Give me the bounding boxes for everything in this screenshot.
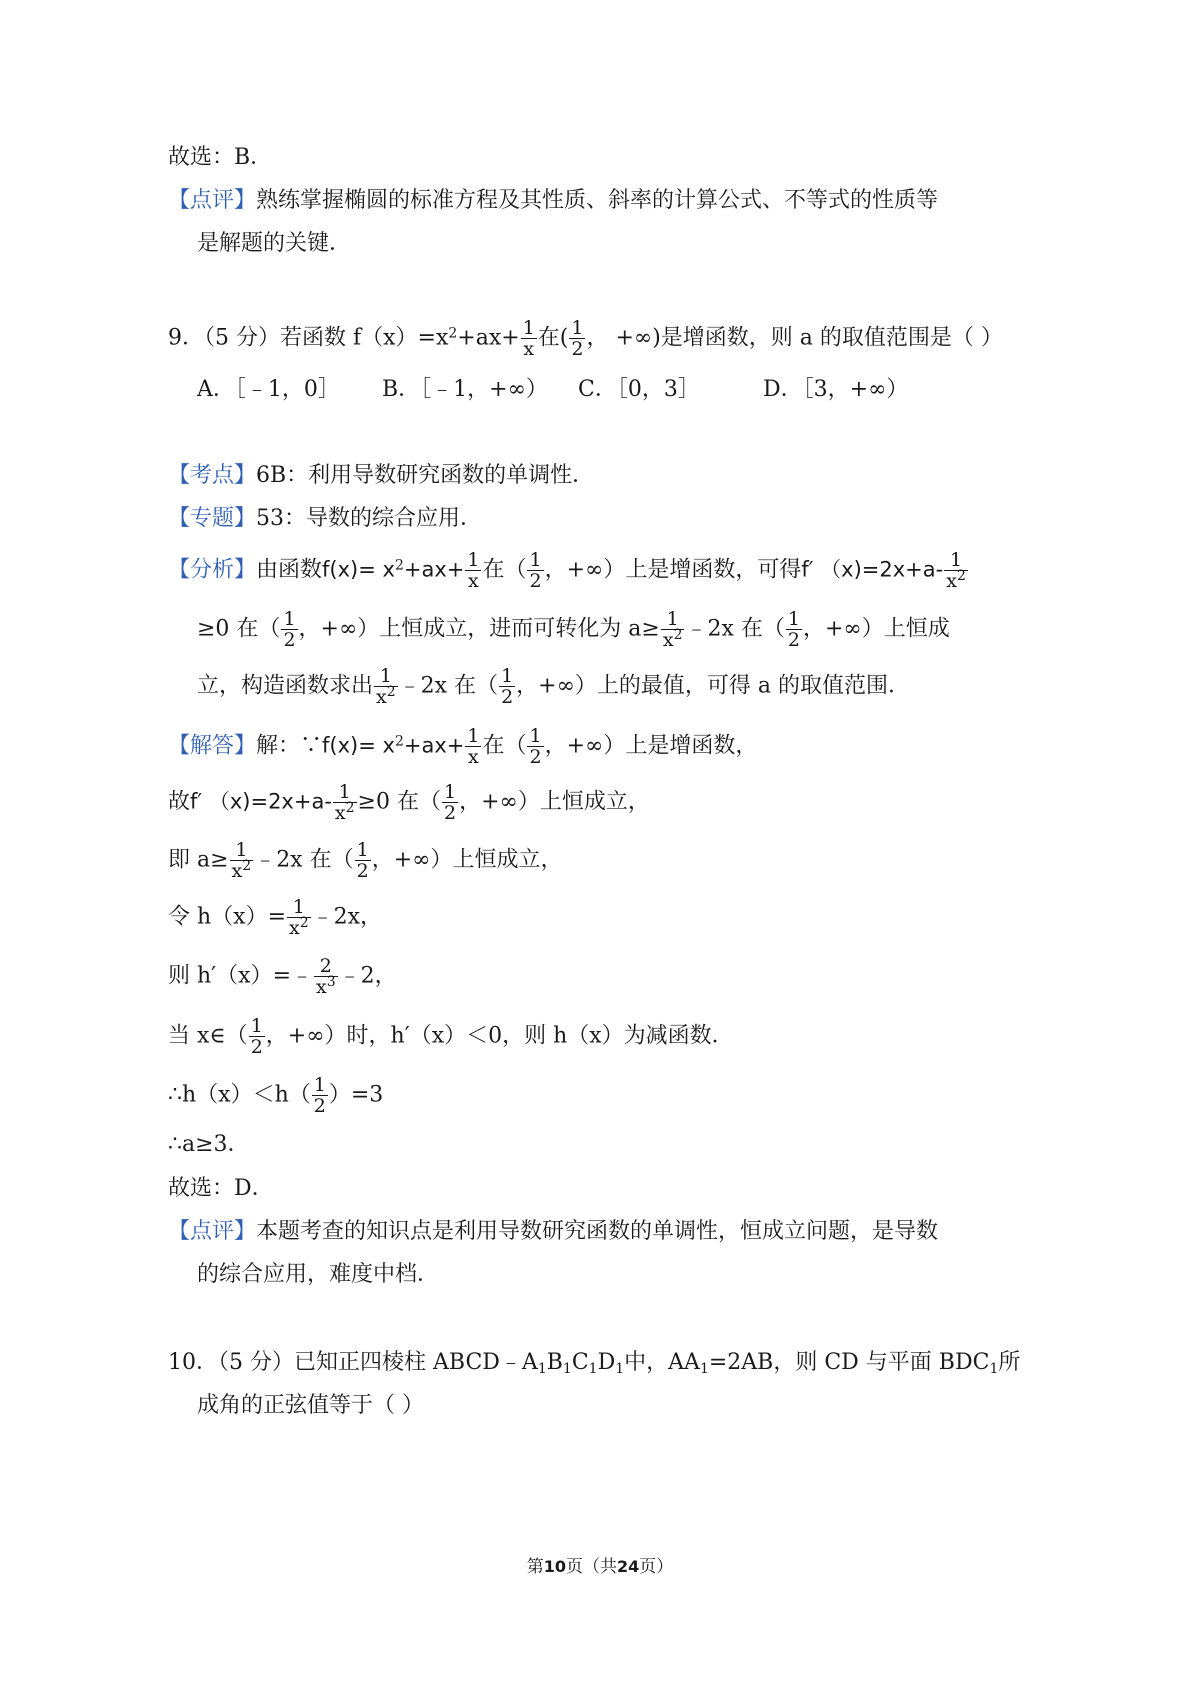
jieda-tag: 【解答】: [168, 733, 257, 759]
base: x: [376, 686, 387, 708]
denominator: 2: [250, 1036, 263, 1058]
jieda-line-6: [168, 1016, 734, 1057]
numerator: 1: [287, 897, 311, 918]
text: ，+∞）上是增函数，: [544, 733, 758, 759]
text: 在（: [482, 733, 527, 759]
numerator: 1: [501, 665, 514, 687]
numerator: 1: [529, 549, 542, 571]
dianping-tag: 【点评】: [168, 1219, 257, 1244]
text: ﹣2x 在（: [254, 847, 354, 873]
formula: f′ （x)=2x+a-: [801, 557, 944, 582]
q9-option-a: A．［﹣1，0］: [197, 377, 340, 402]
fraction-1-over-2: [569, 318, 585, 359]
text: ﹣2x，: [311, 904, 383, 930]
superscript: 2: [299, 915, 309, 931]
fraction-1-over-x2: [944, 550, 968, 591]
text: ﹣2，: [338, 963, 397, 989]
fenxi-line-2: [197, 609, 950, 650]
denominator: 2: [529, 570, 542, 592]
jieda-line-7: [168, 1075, 383, 1116]
q9-option-c: C．［0，3］: [578, 377, 700, 402]
numerator: 1: [443, 781, 457, 803]
review-text-1: 熟练掌握椭圆的标准方程及其性质、斜率的计算公式、不等式的性质等: [256, 188, 939, 213]
jieda-line-3: [168, 840, 562, 881]
fraction-1-over-x2: [374, 666, 398, 707]
current-page: 10: [543, 1557, 566, 1576]
text: 由函数: [256, 557, 323, 583]
fraction-1-over-2: [355, 840, 371, 881]
base: x: [231, 860, 243, 882]
denominator: 2: [571, 338, 584, 360]
denominator: 2: [313, 1095, 326, 1117]
subscript: 1: [615, 1361, 625, 1377]
fraction-1-over-2: [281, 609, 297, 650]
text: ）=3: [328, 1082, 384, 1108]
fraction-2-over-x3: [314, 956, 338, 997]
superscript: 2: [345, 800, 355, 816]
dianping-line-1: [168, 1217, 938, 1247]
footer-text: 页）: [639, 1557, 674, 1577]
superscript: 2: [673, 627, 683, 643]
superscript: 2: [394, 733, 404, 750]
superscript: 2: [956, 568, 966, 584]
numerator: 1: [522, 317, 535, 339]
fenxi-tag: 【分析】: [168, 557, 257, 583]
fenxi-line-1: [168, 550, 969, 591]
text: ，+∞）上是增函数，可得: [544, 557, 802, 583]
text: 10．（5 分）已知正四棱柱 ABCD﹣A: [168, 1350, 538, 1375]
q9-stem-part: 在(: [537, 325, 569, 351]
formula: f′ （x)=2x+a-: [190, 789, 332, 814]
denominator: 2: [283, 629, 296, 651]
jieda-line-5: [168, 956, 397, 997]
fraction-1-over-x2: [333, 782, 357, 823]
text: 所: [998, 1350, 1021, 1375]
text: =2AB，则 CD 与平面 BDC: [708, 1350, 990, 1375]
q9-stem: [168, 318, 1003, 359]
formula: +ax+: [403, 557, 465, 582]
superscript: 2: [242, 858, 252, 874]
q9-stem-part: ， +∞)是增函数，则 a 的取值范围是（ ）: [586, 325, 1003, 351]
numerator: 1: [333, 782, 357, 803]
prev-review: [168, 186, 938, 216]
numerator: 1: [356, 839, 369, 861]
denominator: [661, 627, 685, 651]
base: x: [662, 629, 674, 651]
text: C: [571, 1350, 589, 1375]
text: 本题考查的知识点是利用导数研究函数的单调性，恒成立问题，是导数: [256, 1219, 939, 1244]
denominator: [314, 974, 338, 998]
text: ≥0 在（: [357, 789, 441, 815]
text: B: [546, 1350, 563, 1375]
text: ，+∞）上恒成立，进而可转化为 a≥: [298, 616, 660, 642]
denominator: [333, 800, 357, 824]
fraction-1-over-x2: [230, 840, 254, 881]
q9-stem-part: 9．（5 分）若函数 f（x）=x: [168, 325, 449, 351]
numerator: 1: [467, 725, 480, 747]
superscript: 2: [448, 325, 458, 342]
q9-stem-part: +ax+: [457, 325, 520, 351]
kaodian: [168, 461, 594, 491]
text: ∴h（x）＜h（: [168, 1082, 311, 1108]
fraction-1-over-x2: [287, 897, 311, 938]
q9-option-b: B．［﹣1，+∞）: [382, 377, 548, 402]
fraction-1-over-x2: [661, 609, 685, 650]
fraction-1-over-2: [527, 726, 543, 767]
text: 当 x∈（: [168, 1023, 248, 1049]
text: ，+∞）上的最值，可得 a 的取值范围．: [516, 673, 911, 699]
numerator: 1: [571, 317, 584, 339]
numerator: 1: [661, 609, 685, 630]
q10-stem-line-1: [168, 1348, 1020, 1378]
text: 故: [168, 789, 191, 815]
denominator: 2: [787, 629, 800, 651]
denominator: x: [468, 570, 479, 592]
text: 在（: [482, 557, 527, 583]
fenxi-line-3: [197, 666, 910, 707]
numerator: 1: [313, 1074, 326, 1096]
denominator: x: [468, 746, 479, 768]
fraction-1-over-x: [521, 318, 537, 359]
denominator: 2: [529, 746, 542, 768]
numerator: 1: [283, 608, 296, 630]
text: 解：∵: [256, 733, 323, 759]
subscript: 1: [537, 1361, 547, 1377]
jieda-line-2: [168, 782, 650, 823]
formula: f(x)= x: [322, 733, 395, 758]
q9-option-d: D．［3，+∞）: [763, 377, 909, 402]
text: 令 h（x）=: [168, 904, 287, 930]
kaodian-tag: 【考点】: [168, 463, 257, 488]
zhuanti: [168, 504, 482, 534]
prev-conclusion: 故选：B．: [168, 145, 273, 170]
kaodian-text: 6B：利用导数研究函数的单调性．: [256, 463, 595, 488]
denominator: x: [523, 338, 535, 360]
footer-text: 页（共: [566, 1557, 617, 1577]
fraction-1-over-2: [527, 550, 543, 591]
superscript: 2: [394, 557, 404, 574]
fraction-1-over-2: [312, 1075, 328, 1116]
formula: +ax+: [403, 733, 465, 758]
numerator: 1: [230, 840, 254, 861]
zhuanti-tag: 【专题】: [168, 506, 257, 531]
text: D: [597, 1350, 616, 1375]
text: ，+∞）上恒成立，: [459, 789, 650, 815]
jieda-line-4: [168, 897, 382, 938]
numerator: 1: [467, 549, 480, 571]
page-footer: [0, 1555, 1200, 1579]
subscript: 1: [989, 1361, 999, 1377]
numerator: 1: [944, 550, 968, 571]
review-tag: 【点评】: [168, 188, 257, 213]
text: ，+∞）时，h′（x）＜0，则 h（x）为减函数．: [265, 1023, 734, 1049]
fraction-1-over-x: [465, 726, 481, 767]
numerator: 1: [529, 725, 542, 747]
text: ≥0 在（: [197, 616, 281, 642]
numerator: 1: [374, 666, 398, 687]
zhuanti-text: 53：导数的综合应用．: [256, 506, 483, 531]
fraction-1-over-2: [499, 666, 515, 707]
subscript: 1: [588, 1361, 598, 1377]
denominator: [230, 858, 254, 882]
text: ，+∞）上恒成立，: [371, 847, 563, 873]
text: ﹣2x 在（: [685, 616, 785, 642]
subscript: 1: [562, 1361, 572, 1377]
text: 立，构造函数求出: [197, 673, 374, 699]
numerator: 1: [250, 1015, 263, 1037]
denominator: 2: [356, 860, 369, 882]
denominator: 2: [501, 686, 514, 708]
fraction-1-over-x: [465, 550, 481, 591]
fraction-1-over-2: [442, 782, 458, 823]
numerator: 2: [314, 956, 338, 977]
superscript: 2: [386, 684, 396, 700]
review-text-2: 是解题的关键．: [197, 231, 352, 256]
subscript: 1: [699, 1361, 709, 1377]
q10-stem-line-2: 成角的正弦值等于（ ）: [197, 1393, 424, 1418]
fraction-1-over-2: [249, 1016, 265, 1057]
jieda-line-9: 故选：D．: [168, 1176, 274, 1201]
base: x: [289, 917, 300, 939]
text: 即 a≥: [168, 847, 229, 873]
jieda-line-8: ∴a≥3．: [168, 1132, 250, 1157]
denominator: [374, 684, 398, 708]
text: 则 h′（x）=﹣: [168, 963, 313, 989]
jieda-line-1: [168, 726, 757, 767]
denominator: [944, 568, 968, 592]
numerator: 1: [787, 608, 800, 630]
base: x: [946, 570, 957, 592]
text: 中，AA: [624, 1350, 700, 1375]
formula: f(x)= x: [322, 557, 395, 582]
denominator: 2: [443, 802, 457, 824]
total-pages: 24: [617, 1557, 640, 1576]
fraction-1-over-2: [786, 609, 802, 650]
footer-text: 第: [526, 1557, 544, 1577]
base: x: [316, 976, 327, 998]
dianping-line-2: 的综合应用，难度中档．: [197, 1262, 440, 1287]
superscript: 3: [326, 974, 336, 990]
text: ，+∞）上恒成: [802, 616, 950, 642]
denominator: [287, 915, 311, 939]
text: ﹣2x 在（: [398, 673, 499, 699]
base: x: [334, 802, 346, 824]
